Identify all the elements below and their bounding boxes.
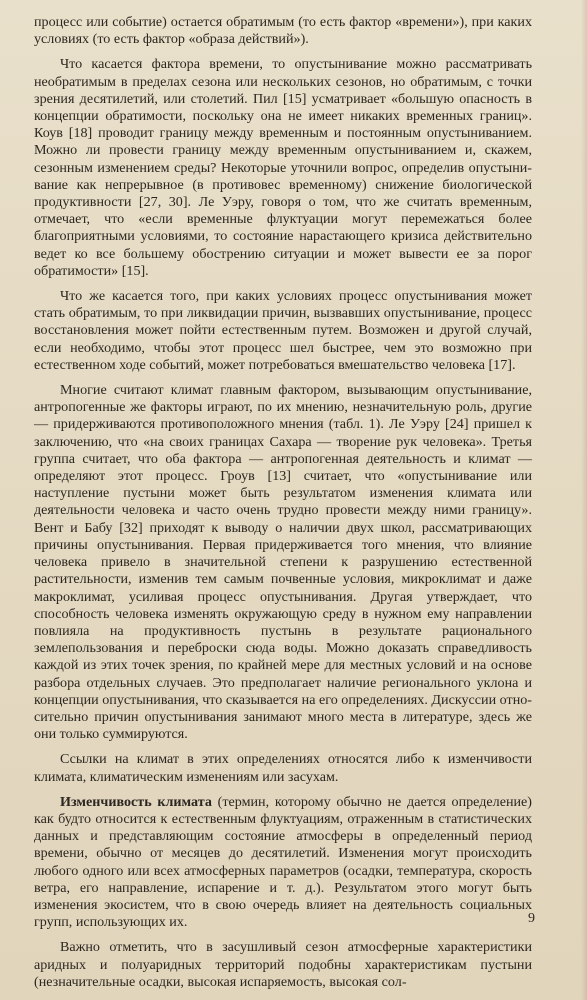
- paragraph-4: Многие считают климат главным фактором, вызывающим опустынивание, антропогенные же факторы играют, по их мнению, незначительную роль, другие — придерживаются противоположного мнения (табл. 1). Ле Уэру [24] пришел к заключению, что «на своих границах Сахара — творение рук человека». Третья группа считает, что оба фактора — антропогенная деятельность и климат — определяют этот процесс. Гроув [13] считает, что «опустынивание или наступление пустыни может быть результатом изменения климата или деятельности человека и часто очень трудно провести между ними границу». Вент и Бабу [32] приходят к выводу о наличии двух школ, рассматривающих причины опустынивания. Первая придерживается того мнения, что влияние человека привело в значительной степени к разрушению естественной растительности, изменив тем самым почвенные условия, микроклимат и даже макроклимат, усиливая процесс опустынивания. Другая утверждает, что способность человека изменять окружающую среду в нужном ему направлении повлияла на продуктивность пустынь в результате рационального землепользования и переброски сюда воды. Можно доказать справедливость каждой из этих точек зрения, по крайней мере для местных условий и на основе разбора отдельных случаев. Это предполагает наличие регионального уклона и концепции опустынивания, что сказывается на его определениях. Дискуссии относительно причин опустынивания занимают много места в литературе, здесь же они только суммируются.: [34, 382, 532, 743]
- paragraph-7: Важно отметить, что в засушливый сезон атмосферные характеристики аридных и полуаридных территорий подобны характеристикам пустыни (незначительные осадки, высокая испаряемость, высокая сол-: [34, 939, 532, 990]
- term-climate-variability: Изменчивость климата: [60, 793, 212, 810]
- paragraph-6-body: (термин, которому обычно не дается определение) как будто относится к естественным флуктуациям, отраженным в статистических данных и представляющим состояние атмосферы в определенный период времени, обычно от месяцев до десятилетий. Изменения могут происходить любого одного или всех атмосферных параметров (осадки, температура, скорость ветра, его направление, испарение и т. д.). Результатом этого могут быть изменения экосистем, что в свою очередь влияет на деятельность социальных групп, использующих их.: [34, 793, 532, 931]
- paragraph-6: [34, 794, 532, 932]
- page-number: 9: [528, 910, 535, 926]
- paragraph-2: Что касается фактора времени, то опустынивание можно рассматривать необратимым в пределах сезона или нескольких сезонов, но обратимым, с точки зрения десятилетий, или столетий. Пил [15] усматривает «большую опасность в концепции обратимости, поскольку она не имеет никаких временных границ». Коув [18] проводит границу между временным и постоянным опустыниванием. Можно ли провести границу между временным опустыниванием и, скажем, сезонным изменением среды? Некоторые уточнили вопрос, определив опустынивание как непрерывное (в противовес временному) снижение биологической продуктивности [27, 30]. Ле Уэру, говоря о том, что же считать временным, отмечает, что «если временные флуктуации могут перемежаться более благоприятными условиями, то состояние нарастающего кризиса действительно ведет ко все большему обострению ситуации и может вывести ее за порог обратимости» [15].: [34, 56, 532, 279]
- paragraph-5: Ссылки на климат в этих определениях относятся либо к изменчивости климата, климатическим изменениям или засухам.: [34, 751, 532, 785]
- page-edge-shadow: [581, 0, 587, 1000]
- paragraph-3: Что же касается того, при каких условиях процесс опустынивания может стать обратимым, то при ликвидации причин, вызвавших опустынивание, процесс восстановления может пойти естественным путем. Возможен и другой случай, если необходимо, чтобы этот процесс шел быстрее, чем это возможно при естественном ходе событий, может потребоваться вмешательство человека [17].: [34, 288, 532, 373]
- paragraph-1: процесс или событие) остается обратимым (то есть фактор «времени»), при каких условиях (то есть фактор «образа действий»).: [34, 14, 532, 48]
